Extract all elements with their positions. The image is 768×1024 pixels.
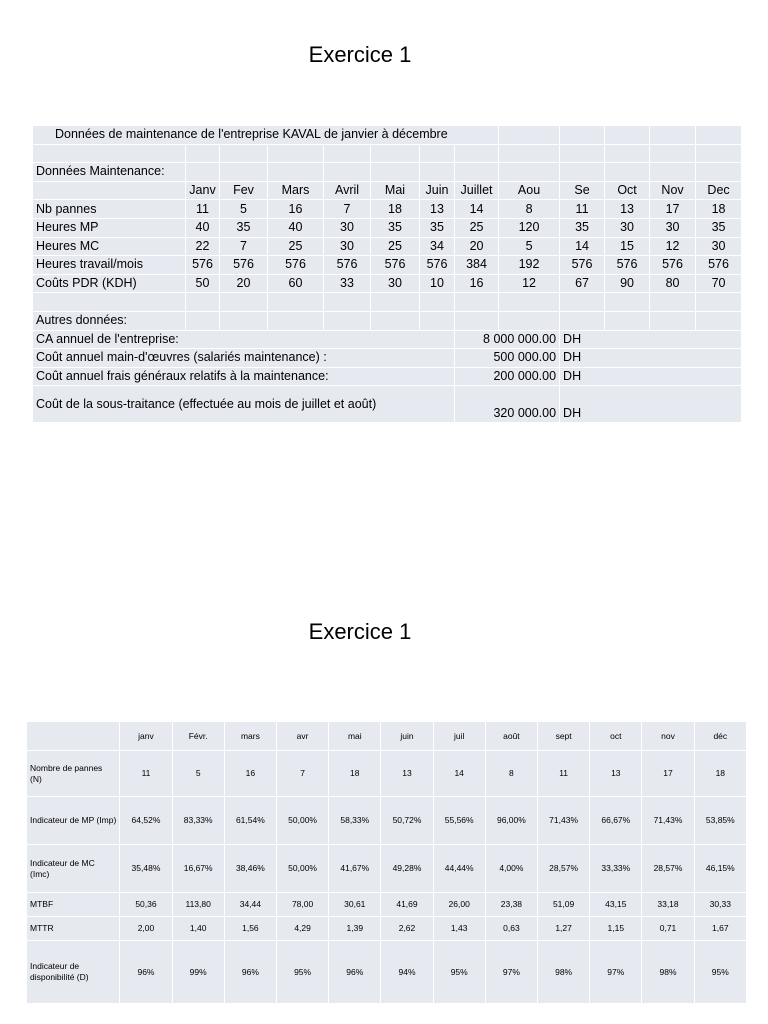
table-cell: 7 bbox=[276, 751, 328, 797]
table-cell: 38,46% bbox=[224, 845, 276, 893]
table-cell: 35,48% bbox=[120, 845, 172, 893]
month-header: Nov bbox=[650, 181, 696, 200]
table-cell: 22 bbox=[186, 237, 220, 256]
table-cell: 50,00% bbox=[276, 797, 328, 845]
table-cell: 16 bbox=[268, 200, 324, 219]
table-cell: 80 bbox=[650, 274, 696, 293]
table-cell: 30 bbox=[696, 237, 742, 256]
month-header: Fev bbox=[220, 181, 268, 200]
table-cell: 30,61 bbox=[329, 893, 381, 917]
month-header: juin bbox=[381, 722, 433, 751]
table-cell: 23,38 bbox=[485, 893, 537, 917]
table-cell: 30 bbox=[650, 218, 696, 237]
table-cell: 33,33% bbox=[590, 845, 642, 893]
month-header: Juin bbox=[420, 181, 455, 200]
table-cell: 576 bbox=[324, 256, 371, 275]
table-cell: 67 bbox=[560, 274, 605, 293]
table-row bbox=[33, 256, 742, 275]
table-cell: 61,54% bbox=[224, 797, 276, 845]
row-label: Nb pannes bbox=[33, 200, 186, 219]
table-cell: 50,36 bbox=[120, 893, 172, 917]
table-cell: 28,57% bbox=[642, 845, 694, 893]
month-header: Se bbox=[560, 181, 605, 200]
table-cell: 15 bbox=[605, 237, 650, 256]
table-cell: 35 bbox=[371, 218, 420, 237]
table-cell: 28,57% bbox=[538, 845, 590, 893]
table-cell: 50,72% bbox=[381, 797, 433, 845]
table-cell: 34,44 bbox=[224, 893, 276, 917]
table-cell: 7 bbox=[220, 237, 268, 256]
table-cell: 5 bbox=[499, 237, 560, 256]
other-row: Coût annuel main-d'œuvres (salariés maintenance) : 500 000.00 DH bbox=[33, 349, 742, 368]
table-row bbox=[27, 797, 747, 845]
month-header: Mai bbox=[371, 181, 420, 200]
table-row bbox=[33, 218, 742, 237]
table-row bbox=[27, 917, 747, 941]
table-cell: 18 bbox=[371, 200, 420, 219]
month-header: Oct bbox=[605, 181, 650, 200]
table-cell: 95% bbox=[694, 941, 746, 1004]
table-cell: 20 bbox=[220, 274, 268, 293]
month-header: avr bbox=[276, 722, 328, 751]
month-header: Févr. bbox=[172, 722, 224, 751]
table-cell: 1,56 bbox=[224, 917, 276, 941]
table-cell: 13 bbox=[590, 751, 642, 797]
table-cell: 14 bbox=[455, 200, 499, 219]
table-cell: 16 bbox=[224, 751, 276, 797]
table-cell: 34 bbox=[420, 237, 455, 256]
table-cell: 35 bbox=[560, 218, 605, 237]
row-label: Heures MC bbox=[33, 237, 186, 256]
other-row: Coût annuel frais généraux relatifs à la maintenance: 200 000.00 DH bbox=[33, 367, 742, 386]
table-cell: 576 bbox=[371, 256, 420, 275]
table-cell: 55,56% bbox=[433, 797, 485, 845]
table-cell: 16 bbox=[455, 274, 499, 293]
table-cell: 192 bbox=[499, 256, 560, 275]
table-cell: 25 bbox=[455, 218, 499, 237]
table-cell: 8 bbox=[485, 751, 537, 797]
table-cell: 53,85% bbox=[694, 797, 746, 845]
month-header: Juillet bbox=[455, 181, 499, 200]
month-header: Aou bbox=[499, 181, 560, 200]
month-header: Mars bbox=[268, 181, 324, 200]
table-cell: 35 bbox=[696, 218, 742, 237]
table-cell: 96,00% bbox=[485, 797, 537, 845]
table-cell: 4,29 bbox=[276, 917, 328, 941]
other-data-label: Autres données: bbox=[33, 311, 186, 330]
table-row bbox=[27, 751, 747, 797]
month-header-row bbox=[33, 181, 742, 200]
table-cell: 11 bbox=[120, 751, 172, 797]
table-cell: 26,00 bbox=[433, 893, 485, 917]
month-header: janv bbox=[120, 722, 172, 751]
row-label: Nombre de pannes (N) bbox=[27, 751, 120, 797]
month-header: mars bbox=[224, 722, 276, 751]
month-header: mai bbox=[329, 722, 381, 751]
table-cell: 35 bbox=[420, 218, 455, 237]
table-cell: 120 bbox=[499, 218, 560, 237]
month-header: Dec bbox=[696, 181, 742, 200]
table-cell: 8 bbox=[499, 200, 560, 219]
table-cell: 12 bbox=[499, 274, 560, 293]
table-cell: 96% bbox=[120, 941, 172, 1004]
table-cell: 11 bbox=[560, 200, 605, 219]
table-cell: 14 bbox=[560, 237, 605, 256]
table-row bbox=[27, 893, 747, 917]
table-cell: 58,33% bbox=[329, 797, 381, 845]
section-label: Données Maintenance: bbox=[33, 163, 186, 182]
table-cell: 576 bbox=[650, 256, 696, 275]
table-cell: 576 bbox=[268, 256, 324, 275]
row-label: Heures travail/mois bbox=[33, 256, 186, 275]
table-cell: 11 bbox=[186, 200, 220, 219]
table-cell: 18 bbox=[329, 751, 381, 797]
table-cell: 33 bbox=[324, 274, 371, 293]
table-cell: 98% bbox=[538, 941, 590, 1004]
table-cell: 16,67% bbox=[172, 845, 224, 893]
month-header: Janv bbox=[186, 181, 220, 200]
month-header: oct bbox=[590, 722, 642, 751]
row-label: MTBF bbox=[27, 893, 120, 917]
table-cell: 11 bbox=[538, 751, 590, 797]
month-header: sept bbox=[538, 722, 590, 751]
table-cell: 30 bbox=[605, 218, 650, 237]
table-cell: 96% bbox=[224, 941, 276, 1004]
table-cell: 30 bbox=[324, 237, 371, 256]
table-cell: 10 bbox=[420, 274, 455, 293]
table-cell: 576 bbox=[420, 256, 455, 275]
maintenance-data-table bbox=[32, 125, 742, 423]
table-cell: 1,39 bbox=[329, 917, 381, 941]
table-cell: 113,80 bbox=[172, 893, 224, 917]
table-row bbox=[33, 200, 742, 219]
table-cell: 25 bbox=[268, 237, 324, 256]
table-cell: 576 bbox=[560, 256, 605, 275]
table-cell: 41,69 bbox=[381, 893, 433, 917]
table-cell: 90 bbox=[605, 274, 650, 293]
other-row: CA annuel de l'entreprise: 8 000 000.00 DH bbox=[33, 330, 742, 349]
table-cell: 20 bbox=[455, 237, 499, 256]
table-cell: 50,00% bbox=[276, 845, 328, 893]
table-cell: 13 bbox=[605, 200, 650, 219]
table-cell: 2,00 bbox=[120, 917, 172, 941]
table-cell: 40 bbox=[186, 218, 220, 237]
table-cell: 98% bbox=[642, 941, 694, 1004]
table-cell: 33,18 bbox=[642, 893, 694, 917]
table-cell: 41,67% bbox=[329, 845, 381, 893]
table-cell: 43,15 bbox=[590, 893, 642, 917]
row-label: Heures MP bbox=[33, 218, 186, 237]
table-cell: 30,33 bbox=[694, 893, 746, 917]
table-cell: 7 bbox=[324, 200, 371, 219]
table-cell: 5 bbox=[172, 751, 224, 797]
table-cell: 2,62 bbox=[381, 917, 433, 941]
month-header: déc bbox=[694, 722, 746, 751]
table-cell: 384 bbox=[455, 256, 499, 275]
table-cell: 576 bbox=[696, 256, 742, 275]
table-cell: 0,63 bbox=[485, 917, 537, 941]
indicators-table bbox=[26, 721, 747, 1004]
row-label: Indicateur de MC (Imc) bbox=[27, 845, 120, 893]
table-row bbox=[27, 845, 747, 893]
table-cell: 78,00 bbox=[276, 893, 328, 917]
table-cell: 35 bbox=[220, 218, 268, 237]
table-cell: 18 bbox=[696, 200, 742, 219]
row-label: Coûts PDR (KDH) bbox=[33, 274, 186, 293]
table-cell: 30 bbox=[371, 274, 420, 293]
table-cell: 4,00% bbox=[485, 845, 537, 893]
slide1-title: Exercice 1 bbox=[308, 42, 412, 67]
table-cell: 13 bbox=[420, 200, 455, 219]
table-cell: 18 bbox=[694, 751, 746, 797]
table-cell: 576 bbox=[220, 256, 268, 275]
table-cell: 70 bbox=[696, 274, 742, 293]
table-cell: 66,67% bbox=[590, 797, 642, 845]
table-cell: 99% bbox=[172, 941, 224, 1004]
table-cell: 12 bbox=[650, 237, 696, 256]
month-header: Avril bbox=[324, 181, 371, 200]
table-cell: 576 bbox=[605, 256, 650, 275]
table-cell: 0,71 bbox=[642, 917, 694, 941]
table-cell: 97% bbox=[485, 941, 537, 1004]
table-cell: 96% bbox=[329, 941, 381, 1004]
table-cell: 94% bbox=[381, 941, 433, 1004]
table-cell: 50 bbox=[186, 274, 220, 293]
table-cell: 1,15 bbox=[590, 917, 642, 941]
table-cell: 51,09 bbox=[538, 893, 590, 917]
slide2-title: Exercice 1 bbox=[308, 619, 412, 644]
table-cell: 17 bbox=[642, 751, 694, 797]
row-label: MTTR bbox=[27, 917, 120, 941]
table-cell: 14 bbox=[433, 751, 485, 797]
table-row bbox=[33, 237, 742, 256]
table-cell: 13 bbox=[381, 751, 433, 797]
table-cell: 60 bbox=[268, 274, 324, 293]
table-cell: 46,15% bbox=[694, 845, 746, 893]
table-cell: 95% bbox=[276, 941, 328, 1004]
table-cell: 97% bbox=[590, 941, 642, 1004]
table-cell: 71,43% bbox=[538, 797, 590, 845]
table-cell: 25 bbox=[371, 237, 420, 256]
table-cell: 576 bbox=[186, 256, 220, 275]
table-cell: 44,44% bbox=[433, 845, 485, 893]
month-header: juil bbox=[433, 722, 485, 751]
table-cell: 17 bbox=[650, 200, 696, 219]
table-row bbox=[33, 274, 742, 293]
table-title: Données de maintenance de l'entreprise KAVAL de janvier à décembre bbox=[33, 126, 499, 145]
table-cell: 95% bbox=[433, 941, 485, 1004]
table-cell: 49,28% bbox=[381, 845, 433, 893]
table-cell: 1,67 bbox=[694, 917, 746, 941]
table-cell: 5 bbox=[220, 200, 268, 219]
row-label: Indicateur de MP (Imp) bbox=[27, 797, 120, 845]
table-cell: 1,27 bbox=[538, 917, 590, 941]
row-label: Indicateur de disponibilité (D) bbox=[27, 941, 120, 1004]
table-cell: 1,40 bbox=[172, 917, 224, 941]
month-header: août bbox=[485, 722, 537, 751]
table-cell: 1,43 bbox=[433, 917, 485, 941]
table-cell: 30 bbox=[324, 218, 371, 237]
table-cell: 64,52% bbox=[120, 797, 172, 845]
table-cell: 83,33% bbox=[172, 797, 224, 845]
table-row bbox=[27, 941, 747, 1004]
table-cell: 71,43% bbox=[642, 797, 694, 845]
table-cell: 40 bbox=[268, 218, 324, 237]
month-header-row bbox=[27, 722, 747, 751]
month-header: nov bbox=[642, 722, 694, 751]
other-row: Coût de la sous-traitance (effectuée au mois de juillet et août) 320 000.00 DH bbox=[33, 386, 742, 423]
